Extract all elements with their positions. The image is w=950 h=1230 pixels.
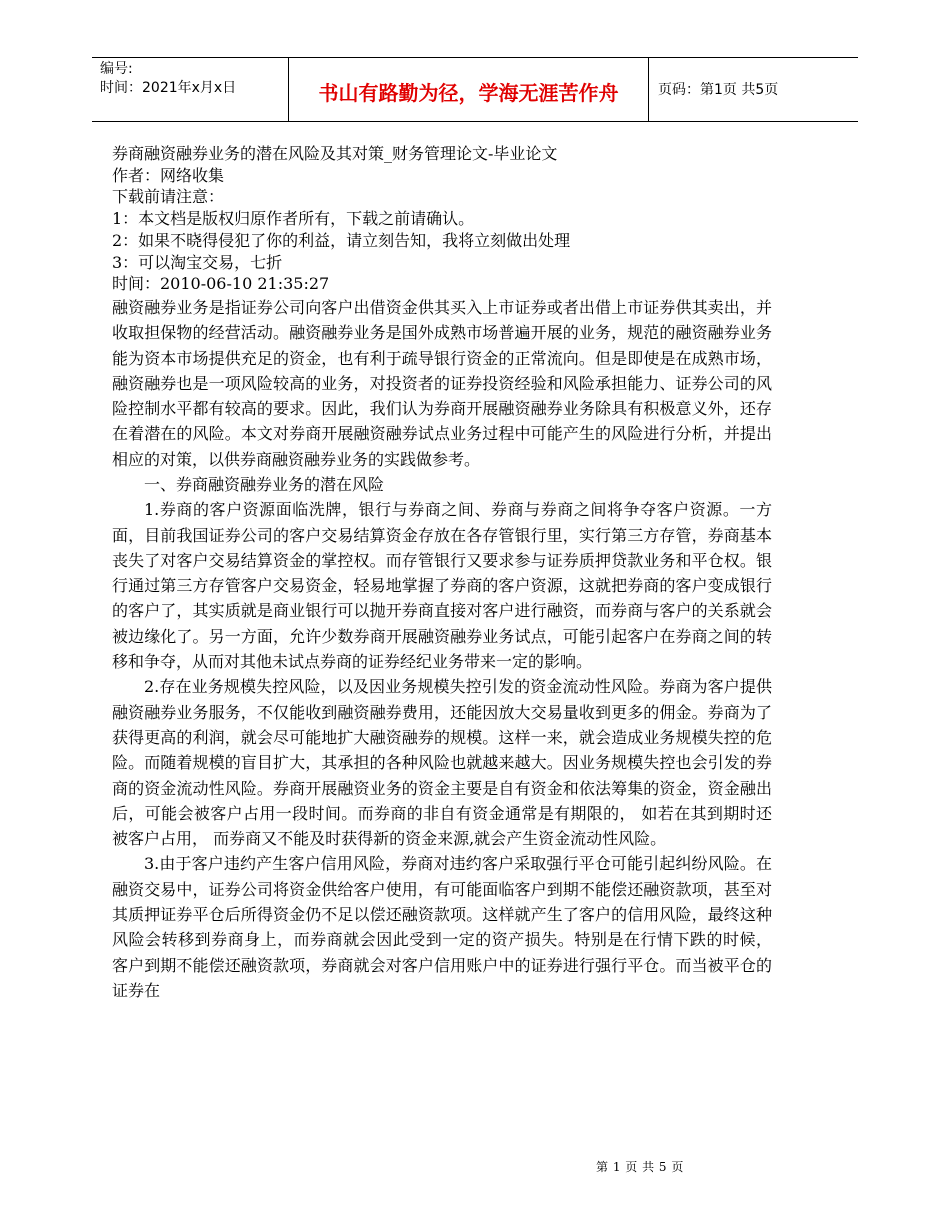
document-body [112, 143, 772, 1003]
header-number-label: 编号: [100, 61, 133, 77]
notice-item-1: 1：本文档是版权归原作者所有，下载之前请确认。 [112, 209, 475, 229]
paragraph-credit-risk: 3.由于客户违约产生客户信用风险，券商对违约客户采取强行平仓可能引起纠纷风险。在融资交易中，证券公司将资金供给客户使用，有可能面临客户到期不能偿还融资款项，甚至对其质押证券平仓后所得资金仍不足以偿还融资款项。这样就产生了客户的信用风险，最终这种风险会转移到券商身上，而券商就会因此受到一定的资产损失。特别是在行情下跌的时候， 客户到期不能偿还融资款项，券商就会对客户信用账户中的证券进行强行平仓。而当被平仓的证券在 [112, 854, 772, 1000]
paragraph-scale-risk: 2.存在业务规模失控风险，以及因业务规模失控引发的资金流动性风险。券商为客户提供融资融券业务服务，不仅能收到融资融券费用，还能因放大交易量收到更多的佣金。券商为了获得更高的利润，就会尽可能地扩大融资融券的规模。这样一来，就会造成业务规模失控的危险。而随着规模的盲目扩大，其承担的各种风险也就越来越大。因业务规模失控也会引发的券商的资金流动性风险。券商开展融资业务的资金主要是自有资金和依法筹集的资金，资金融出后，可能会被客户占用一段时间。而券商的非自有资金通常是有期限的， 如若在其到期时还被客户占用， 而券商又不能及时获得新的资金来源,就会产生资金流动性风险。 [112, 677, 772, 849]
header-motto: 书山有路勤为径，学海无涯苦作舟 [318, 81, 619, 105]
section-heading-risks: 一、券商融资融券业务的潜在风险 [144, 475, 385, 494]
page-footer: 第 1 页 共 5 页 [596, 1160, 684, 1174]
document-title: 券商融资融券业务的潜在风险及其对策_财务管理论文-毕业论文 [112, 144, 558, 163]
document-timestamp: 时间：2010-06-10 21:35:27 [112, 274, 330, 294]
notice-item-3: 3：可以淘宝交易，七折 [112, 252, 283, 272]
document-author: 作者：网络收集 [112, 165, 225, 185]
header-time-label: 时间：2021年x月x日 [100, 80, 237, 96]
header-page-label: 页码：第1页 共5页 [658, 82, 779, 98]
notice-heading: 下载前请注意： [112, 187, 225, 207]
intro-paragraph: 融资融券业务是指证券公司向客户出借资金供其买入上市证券或者出借上市证券供其卖出，并收取担保物的经营活动。融资融券业务是国外成熟市场普遍开展的业务，规范的融资融券业务能为资本市场提供充足的资金，也有利于疏导银行资金的正常流向。但是即使是在成熟市场，融资融券也是一项风险较高的业务，对投资者的证券投资经验和风险承担能力、证券公司的风险控制水平都有较高的要求。因此，我们认为券商开展融资融券业务除具有积极意义外，还存在着潜在的风险。本文对券商开展融资融券试点业务过程中可能产生的风险进行分析，并提出相应的对策，以供券商融资融券业务的实践做参考。 [112, 297, 772, 469]
notice-item-2: 2：如果不晓得侵犯了你的利益，请立刻告知，我将立刻做出处理 [112, 230, 571, 250]
header-left-cell [100, 60, 236, 98]
header-bottom-rule [92, 121, 858, 122]
header-divider-right [648, 58, 649, 121]
paragraph-client-resources: 1.券商的客户资源面临洗牌，银行与券商之间、券商与券商之间将争夺客户资源。一方面，目前我国证券公司的客户交易结算资金存放在各存管银行里，实行第三方存管，券商基本丧失了对客户交易结算资金的掌控权。而存管银行又要求参与证券质押贷款业务和平仓权。银行通过第三方存管客户交易资金，轻易地掌握了券商的客户资源，这就把券商的客户变成银行的客户了，其实质就是商业银行可以抛开券商直接对客户进行融资，而券商与客户的关系就会被边缘化了。另一方面，允许少数券商开展融资融券业务试点，可能引起客户在券商之间的转移和争夺，从而对其他未试点券商的证券经纪业务带来一定的影响。 [112, 500, 772, 672]
header-top-rule [92, 57, 858, 58]
